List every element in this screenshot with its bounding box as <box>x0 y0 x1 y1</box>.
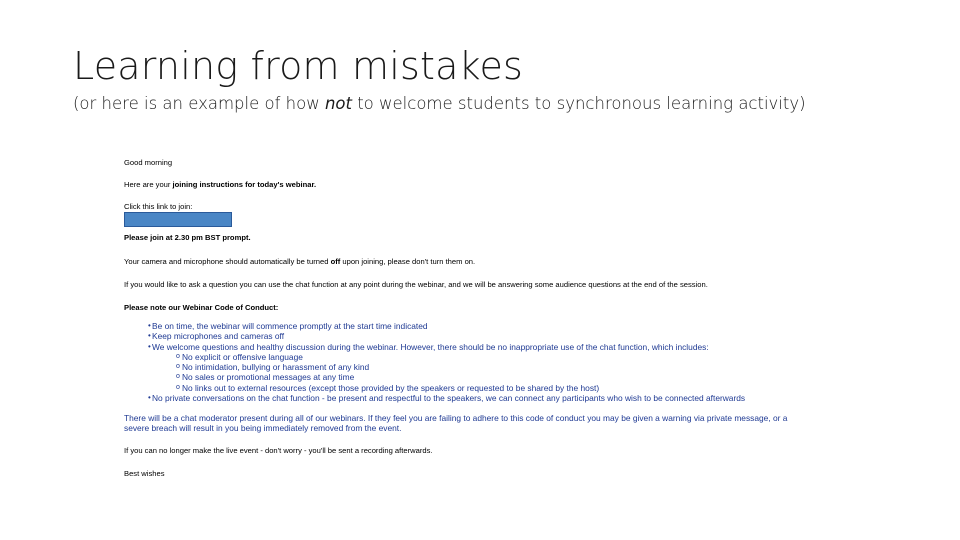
camera-text-post: upon joining, please don't turn them on. <box>340 257 476 266</box>
list-item <box>124 331 844 341</box>
email-screenshot <box>124 158 844 479</box>
bullet-text: No private conversations on the chat function - be present and respectful to the speakers, we can connect any participants who wish to be connected afterwards <box>152 393 746 404</box>
moderator-line-1: There will be a chat moderator present during all of our webinars. If they feel you are failing to adhere to this code of conduct you may be given a warning via private message, or a <box>124 413 788 424</box>
email-signoff: Best wishes <box>124 469 165 479</box>
sub-bullet-text: No intimidation, bullying or harassment of any kind <box>182 362 370 373</box>
list-item <box>124 393 844 403</box>
camera-text: Your camera and microphone should automatically be turned <box>124 257 331 266</box>
sub-bullet-text: No explicit or offensive language <box>182 351 303 362</box>
list-item <box>124 383 844 393</box>
circle-bullet-icon <box>176 383 180 393</box>
subtitle-after: to welcome students to synchronous learning activity) <box>351 94 806 113</box>
camera-bold-text: off <box>330 257 341 266</box>
list-item <box>124 342 844 352</box>
list-item <box>124 372 844 382</box>
circle-bullet-icon <box>176 362 180 372</box>
bullet-icon <box>148 321 151 331</box>
sub-bullet-text: No sales or promotional messages at any time <box>182 372 355 383</box>
list-item <box>124 362 844 372</box>
joining-bold-text: joining instructions for today's webinar. <box>172 180 317 189</box>
bullet-text: We welcome questions and healthy discussion during the webinar. However, there should be no inappropriate use of the chat function, which includes: <box>152 341 709 352</box>
sub-bullet-text: No links out to external resources (except those provided by the speakers or requested to be shared by the host) <box>182 382 600 393</box>
join-link-box[interactable] <box>124 212 232 227</box>
email-recording-line: If you can no longer make the live event - don't worry - you'll be sent a recording afterwards. <box>124 446 433 456</box>
moderator-line-2: severe breach will result in you being immediately removed from the event. <box>124 423 402 434</box>
subtitle-before: (or here is an example of how <box>73 94 325 113</box>
list-item <box>124 321 844 331</box>
email-joining-line <box>124 180 844 190</box>
email-camera-line <box>124 257 844 267</box>
bullet-icon <box>148 331 151 341</box>
bullet-icon <box>148 342 151 352</box>
subtitle-emphasis: not <box>324 94 352 113</box>
bullet-text: Keep microphones and cameras off <box>152 331 285 342</box>
circle-bullet-icon <box>176 352 180 362</box>
email-greeting: Good morning <box>124 158 173 167</box>
bullet-icon <box>148 393 151 403</box>
circle-bullet-icon <box>176 372 180 382</box>
joining-text: Here are your <box>124 180 173 189</box>
email-join-time: Please join at 2.30 pm BST prompt. <box>124 233 251 242</box>
slide-title: Learning from mistakes <box>73 44 524 88</box>
email-code-heading: Please note our Webinar Code of Conduct: <box>124 303 279 312</box>
email-click-link-label: Click this link to join: <box>124 202 193 211</box>
bullet-text: Be on time, the webinar will commence promptly at the start time indicated <box>152 321 428 331</box>
email-questions-line: If you would like to ask a question you can use the chat function at any point during the webinar, and we will be answering some audience questions at the end of the session. <box>124 280 708 289</box>
slide-subtitle <box>73 94 806 113</box>
code-of-conduct-list <box>124 321 844 433</box>
list-item <box>124 352 844 362</box>
